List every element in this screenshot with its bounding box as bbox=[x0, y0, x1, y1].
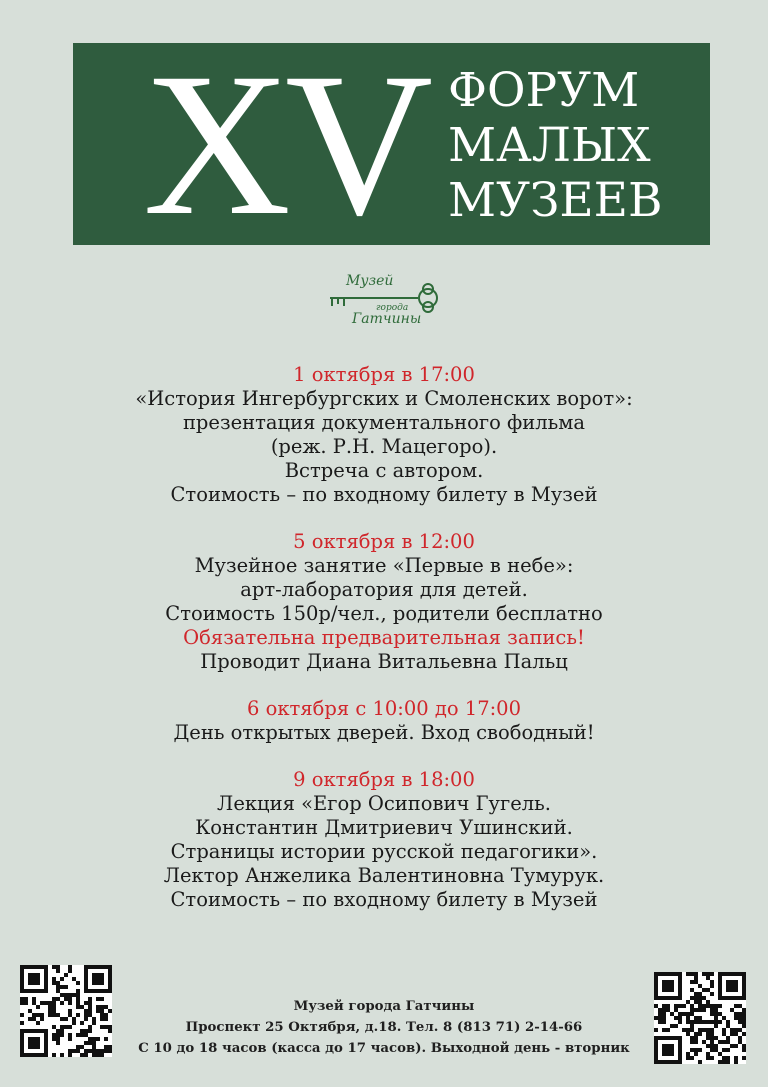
event-line: Константин Дмитриевич Ушинский. bbox=[195, 816, 573, 839]
event-line: День открытых дверей. Вход свободный! bbox=[173, 721, 595, 744]
forum-title bbox=[448, 63, 663, 228]
event-line: Лектор Анжелика Валентиновна Тумурук. bbox=[163, 864, 605, 887]
event-1 bbox=[0, 363, 768, 507]
museum-address: Проспект 25 Октября, д.18. Тел. 8 (813 71) 2-14-66 bbox=[185, 1020, 583, 1035]
logo-word-3: Гатчины bbox=[352, 311, 422, 327]
museum-key-logo-icon bbox=[326, 268, 444, 328]
forum-title-line-2: МАЛЫХ bbox=[448, 118, 651, 173]
event-line: Стоимость – по входному билету в Музей bbox=[170, 888, 598, 911]
events-list bbox=[0, 363, 768, 935]
museum-name: Музей города Гатчины bbox=[293, 999, 475, 1014]
event-date: 9 октября в 18:00 bbox=[293, 768, 475, 791]
event-notice: Обязательна предварительная запись! bbox=[183, 626, 585, 649]
event-line: Страницы истории русской педагогики». bbox=[170, 840, 598, 863]
museum-contacts bbox=[120, 996, 648, 1059]
event-line: Стоимость – по входному билету в Музей bbox=[170, 483, 598, 506]
event-line: арт-лаборатория для детей. bbox=[240, 578, 528, 601]
event-line: презентация документального фильма bbox=[182, 411, 586, 434]
qr-code-left-icon[interactable] bbox=[20, 965, 112, 1057]
event-3 bbox=[0, 697, 768, 745]
event-date: 1 октября в 17:00 bbox=[293, 363, 475, 386]
event-line: Стоимость 150р/чел., родители бесплатно bbox=[165, 602, 603, 625]
event-line: Лекция «Егор Осипович Гугель. bbox=[217, 792, 551, 815]
title-banner bbox=[73, 31, 710, 258]
qr-code-right-icon[interactable] bbox=[654, 972, 746, 1064]
forum-title-line-1: ФОРУМ bbox=[448, 63, 640, 118]
event-date: 5 октября в 12:00 bbox=[293, 530, 475, 553]
event-line: «История Ингербургских и Смоленских ворот»: bbox=[135, 387, 633, 410]
event-date: 6 октября с 10:00 до 17:00 bbox=[247, 697, 521, 720]
museum-hours: С 10 до 18 часов (касса до 17 часов). Выходной день - вторник bbox=[138, 1041, 630, 1056]
event-4 bbox=[0, 768, 768, 912]
event-line: (реж. Р.Н. Мацегоро). bbox=[270, 435, 498, 458]
forum-title-line-3: МУЗЕЕВ bbox=[448, 173, 663, 228]
forum-number: XV bbox=[143, 31, 428, 258]
logo-word-2: города bbox=[376, 303, 409, 313]
event-2 bbox=[0, 530, 768, 674]
event-line: Музейное занятие «Первые в небе»: bbox=[194, 554, 574, 577]
event-line: Проводит Диана Витальевна Пальц bbox=[200, 650, 568, 673]
logo-word-1: Музей bbox=[346, 273, 394, 289]
event-line: Встреча с автором. bbox=[284, 459, 484, 482]
